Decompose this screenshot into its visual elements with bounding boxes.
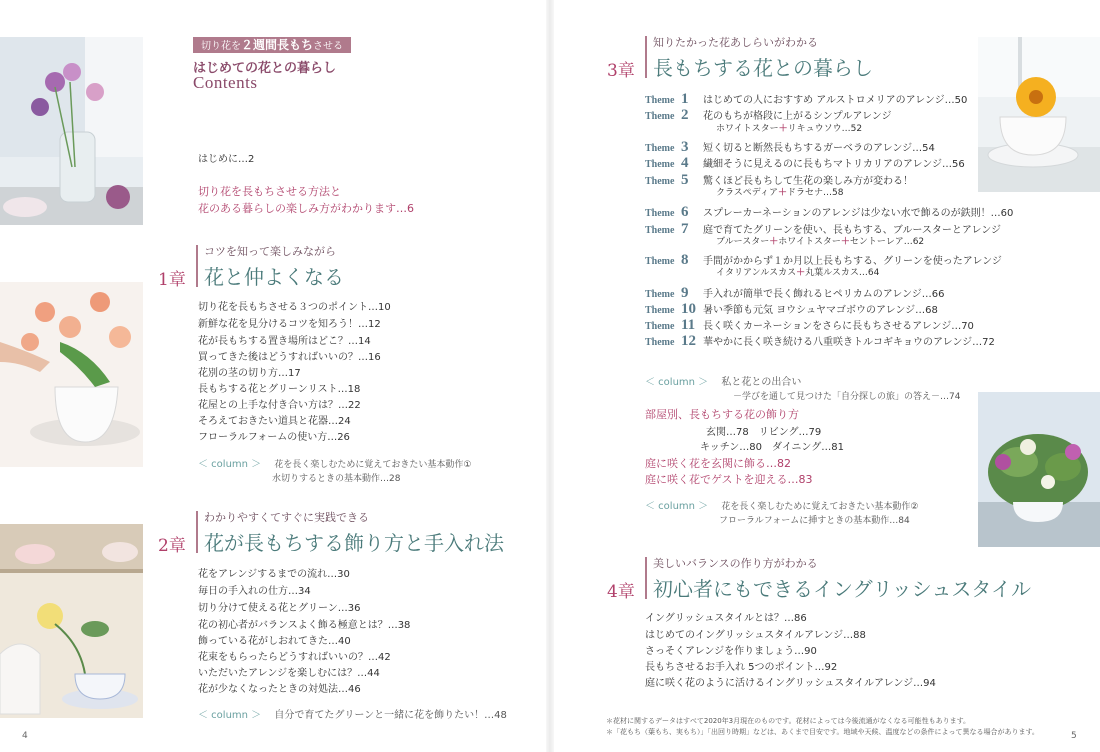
book-banner: 切り花を２週間長もちさせる (193, 37, 351, 53)
chapter1-column-line2: 水切りするときの基本動作…28 (272, 474, 401, 484)
chapter3-column2-line1: 花を長く楽しむために覚えておきたい基本動作② (721, 502, 919, 512)
theme-7-sub: ブルースター＋ホワイトスター＋セントーレア…62 (716, 237, 925, 247)
chapter4-item-1[interactable]: イングリッシュスタイルとは？…86 (645, 613, 807, 624)
theme-number: 12 (681, 333, 696, 349)
theme-number: 6 (681, 204, 689, 220)
chapter2-column-label: ＜ column ＞ (198, 710, 262, 721)
chapter2-title: 花が長もちする飾り方と手入れ法 (204, 531, 504, 555)
contents-heading: Contents (193, 73, 258, 92)
garden-guest[interactable]: 庭に咲く花でゲストを迎える…83 (645, 473, 813, 486)
theme-label: Theme (645, 305, 675, 316)
theme-label: Theme (645, 176, 675, 187)
intro-line2[interactable]: 花のある暮らしの楽しみ方がわかります…6 (198, 202, 414, 215)
theme-label: Theme (645, 95, 675, 106)
theme-text: はじめての人におすすめ アルストロメリアのアレンジ…50 (703, 95, 968, 106)
chapter1-item-8[interactable]: そろえておきたい道具と花器…24 (198, 416, 351, 427)
theme-number: 7 (681, 221, 689, 237)
chapter3-column1[interactable] (645, 373, 801, 388)
chapter2-item-8[interactable]: 花が少なくなったときの対処法…46 (198, 684, 361, 695)
chapter1-item-7[interactable]: 花屋との上手な付き合い方は？…22 (198, 400, 361, 411)
chapter1-item-6[interactable]: 長もちする花とグリーンリスト…18 (198, 384, 361, 395)
intro-line1[interactable]: 切り花を長もちさせる方法と (198, 185, 341, 198)
rooms-line1[interactable]: 玄関…78 リビング…79 (706, 427, 822, 438)
chapter3-title: 長もちする花との暮らし (653, 56, 873, 80)
theme-number: 8 (681, 252, 689, 268)
chapter1-divider (196, 245, 198, 287)
theme-number: 9 (681, 285, 689, 301)
chapter1-title: 花と仲よくなる (204, 265, 344, 289)
theme-text: 手間がかからず１か月以上長もちする、グリーンを使ったアレンジ (703, 256, 1002, 267)
chapter3-column1-line2-wrap[interactable] (733, 389, 960, 402)
rooms-line2[interactable]: キッチン…80 ダイニング…81 (700, 442, 844, 453)
chapter3-heading (607, 34, 967, 82)
theme-label: Theme (645, 225, 675, 236)
chapter4-item-5[interactable]: 庭に咲く花のように活けるイングリッシュスタイルアレンジ…94 (645, 678, 936, 689)
chapter4-heading (607, 555, 1031, 603)
chapter2-item-4[interactable]: 花の初心者がバランスよく飾る極意とは？…38 (198, 620, 411, 631)
theme-number: 2 (681, 107, 689, 123)
photo-green-arrangement (978, 392, 1100, 547)
theme-text: 暑い季節も元気 ヨウシュヤマゴボウのアレンジ…68 (703, 305, 938, 316)
chapter1-item-5[interactable]: 花別の茎の切り方…17 (198, 368, 301, 379)
theme-label: Theme (645, 289, 675, 300)
chapter4-title: 初心者にもできるイングリッシュスタイル (653, 577, 1031, 601)
page-number-right: 5 (1071, 731, 1077, 741)
chapter1-column[interactable] (198, 455, 471, 470)
theme-label: Theme (645, 321, 675, 332)
chapter1-item-9[interactable]: フローラルフォームの使い方…26 (198, 432, 350, 443)
theme-label: Theme (645, 111, 675, 122)
chapter4-divider (645, 557, 647, 599)
chapter1-item-3[interactable]: 花が長もちする置き場所はどこ？…14 (198, 336, 371, 347)
intro-hajimeni[interactable]: はじめに…2 (198, 154, 255, 165)
theme-number: 11 (681, 317, 696, 333)
theme-text: スプレーカーネーションのアレンジは少ない水で飾るのが鉄則！…60 (703, 208, 1014, 219)
footnote-1: ＊花材に関するデータはすべて2020年3月現在のものです。花材によっては今後流通がなくなる可能性もあります。 (606, 717, 971, 725)
theme-number: 10 (681, 301, 696, 317)
chapter3-number: 3章 (607, 61, 635, 81)
photo-sweet-peas (0, 37, 143, 225)
chapter3-divider (645, 36, 647, 78)
theme-text: 繊細そうに見えるのに長もちマトリカリアのアレンジ…56 (703, 159, 965, 170)
book-title: はじめての花との暮らし (193, 61, 337, 76)
chapter4-item-4[interactable]: 長もちさせるお手入れ 5つのポイント…92 (645, 662, 838, 673)
chapter2-item-6[interactable]: 花束をもらったらどうすればいいの？…42 (198, 652, 391, 663)
theme-number: 4 (681, 155, 689, 171)
chapter2-item-1[interactable]: 花をアレンジするまでの流れ…30 (198, 569, 350, 580)
chapter1-item-4[interactable]: 買ってきた後はどうすればいいの？…16 (198, 352, 381, 363)
chapter3-column2-line2: フローラルフォームに挿すときの基本動作…84 (719, 516, 910, 526)
chapter1-number: 1章 (158, 270, 186, 290)
rooms-title[interactable]: 部屋別、長もちする花の飾り方 (645, 408, 799, 421)
chapter3-subtitle: 知りたかった花あしらいがわかる (653, 36, 818, 49)
theme-label: Theme (645, 143, 675, 154)
photo-gerbera-cup (978, 37, 1100, 192)
chapter2-column[interactable] (198, 706, 507, 721)
chapter1-heading (158, 243, 538, 291)
theme-text: 華やかに長く咲き続ける八重咲きトルコギキョウのアレンジ…72 (703, 337, 995, 348)
photo-rose-arrangement (0, 282, 143, 467)
chapter2-column-line1: 自分で育てたグリーンと一緒に花を飾りたい！…48 (274, 710, 507, 721)
chapter3-column1-line1: 私と花との出合い (721, 377, 802, 388)
chapter3-column2-line2-wrap[interactable] (719, 513, 910, 526)
theme-text: 短く切ると断然長もちするガーベラのアレンジ…54 (703, 143, 935, 154)
chapter4-number: 4章 (607, 582, 635, 602)
page-number-left: 4 (22, 731, 28, 741)
chapter1-column-line2-wrap[interactable] (272, 471, 400, 484)
photo-teacups-rose (0, 524, 143, 718)
chapter1-item-1[interactable]: 切り花を長もちさせる３つのポイント…10 (198, 302, 391, 313)
garden-entrance[interactable]: 庭に咲く花を玄関に飾る…82 (645, 457, 791, 470)
theme-label: Theme (645, 159, 675, 170)
chapter2-item-3[interactable]: 切り分けて使える花とグリーン…36 (198, 603, 361, 614)
theme-12[interactable] (645, 330, 995, 350)
chapter4-item-2[interactable]: はじめてのイングリッシュスタイルアレンジ…88 (645, 630, 866, 641)
chapter1-column-line1: 花を長く楽しむために覚えておきたい基本動作① (274, 460, 472, 470)
chapter4-subtitle: 美しいバランスの作り方がわかる (653, 557, 818, 570)
theme-text: 庭で育てたグリーンを使い、長もちする、ブルースターとアレンジ (703, 225, 1001, 236)
chapter2-number: 2章 (158, 536, 186, 556)
chapter3-column1-label: ＜ column ＞ (645, 377, 709, 388)
chapter1-item-2[interactable]: 新鮮な花を見分けるコツを知ろう！…12 (198, 319, 381, 330)
theme-2-sub: ホワイトスター＋リキュウソウ…52 (716, 124, 863, 134)
chapter1-column-label: ＜ column ＞ (198, 459, 262, 470)
chapter2-item-5[interactable]: 飾っている花がしおれてきた…40 (198, 636, 351, 647)
chapter2-subtitle: わかりやすくてすぐに実践できる (204, 511, 369, 524)
theme-label: Theme (645, 337, 675, 348)
chapter4-item-3[interactable]: さっそくアレンジを作りましょう…90 (645, 646, 817, 657)
theme-label: Theme (645, 256, 675, 267)
chapter2-item-2[interactable]: 毎日の手入れの仕方…34 (198, 586, 311, 597)
chapter3-column2-label: ＜ column ＞ (645, 501, 709, 512)
chapter2-item-7[interactable]: いただいたアレンジを楽しむには？…44 (198, 668, 380, 679)
theme-text: 長く咲くカーネーションをさらに長もちさせるアレンジ…70 (703, 321, 974, 332)
theme-text: 花のもちが格段に上がるシンプルアレンジ (703, 111, 892, 122)
theme-8-sub: イタリアンルスカス＋丸葉ルスカス…64 (716, 268, 880, 278)
chapter2-divider (196, 511, 198, 553)
theme-5-sub: クラスペディア＋ドラセナ…58 (716, 188, 844, 198)
theme-text: 手入れが簡単で長く飾れるヒペリカムのアレンジ…66 (703, 289, 945, 300)
theme-label: Theme (645, 208, 675, 219)
chapter1-subtitle: コツを知って楽しみながら (204, 245, 336, 258)
chapter2-heading (158, 509, 548, 557)
theme-text: 驚くほど長もちして生花の楽しみ方が変わる！ (703, 176, 913, 187)
chapter3-column2[interactable] (645, 497, 918, 512)
footnote-2: ＊「花もち（葉もち、実もち）」「出回り時期」などは、あくまで目安です。地域や天候、温度などの条件によって異なる場合があります。 (606, 728, 1039, 736)
theme-number: 3 (681, 139, 689, 155)
theme-number: 1 (681, 91, 689, 107)
theme-number: 5 (681, 172, 689, 188)
chapter3-column1-line2: －学びを通して見つけた「自分探しの旅」の答え－…74 (733, 392, 961, 402)
